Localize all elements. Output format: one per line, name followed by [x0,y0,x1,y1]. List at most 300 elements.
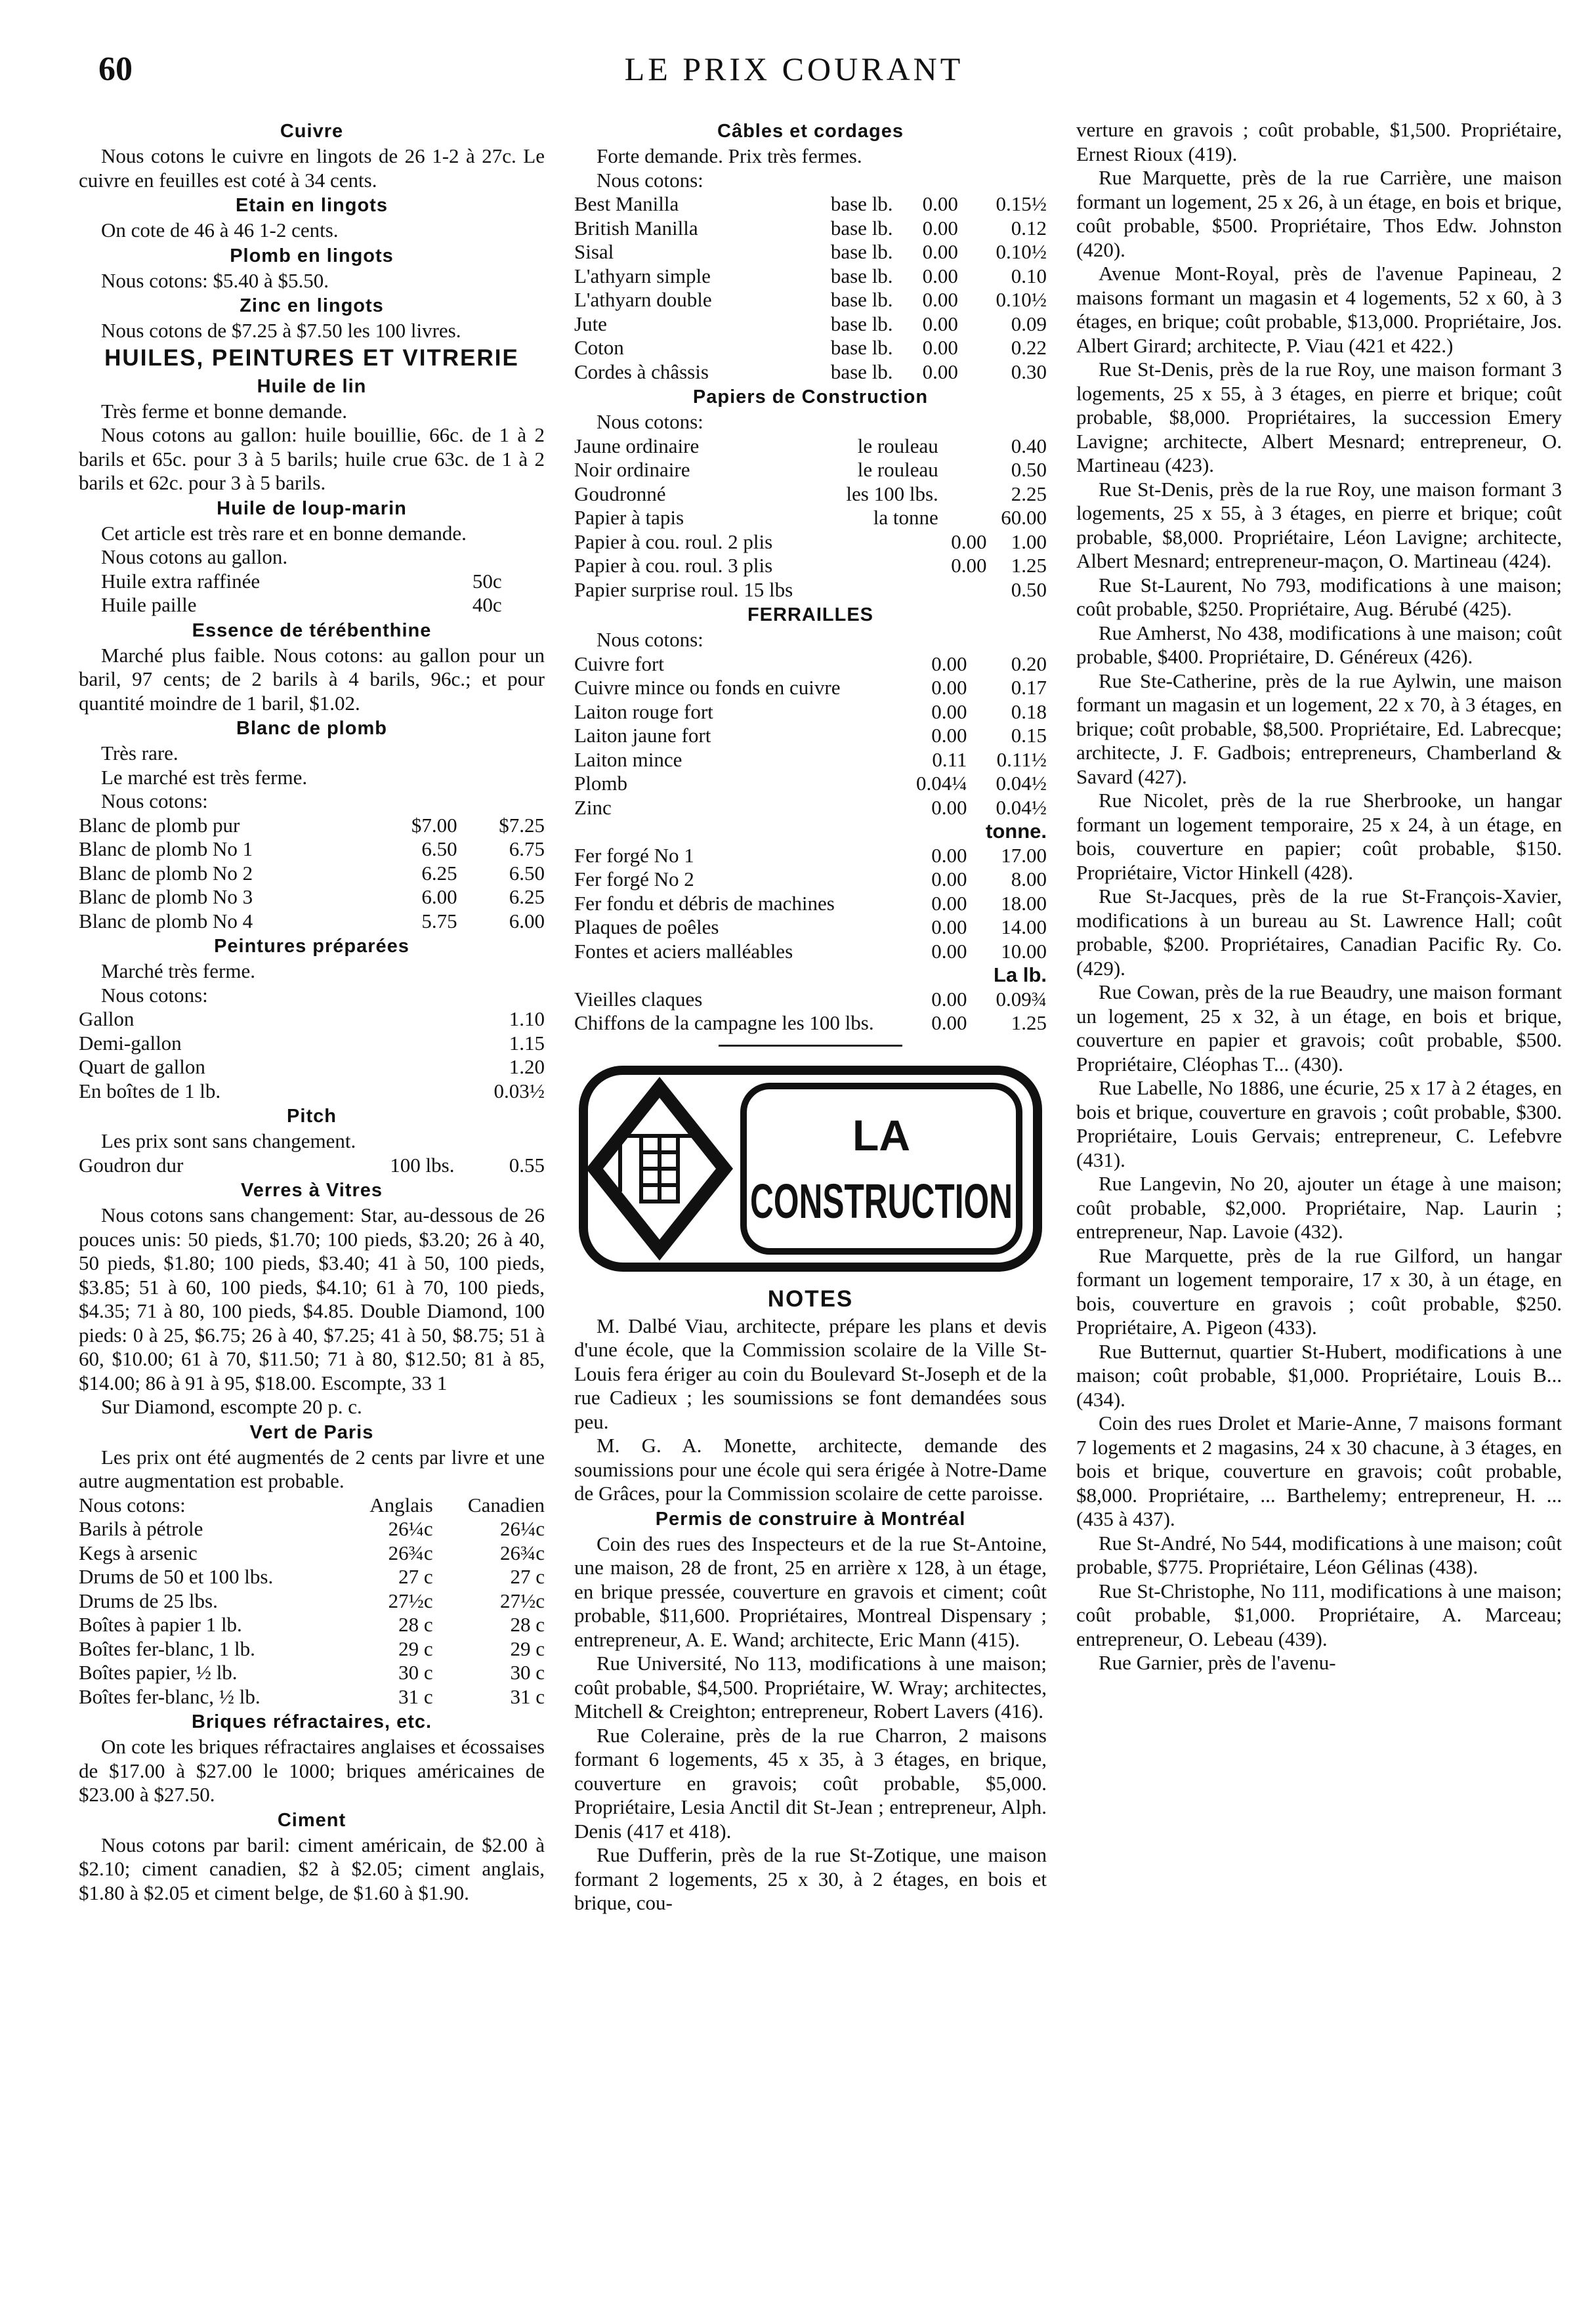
price-high: 18.00 [1001,891,1047,915]
la-construction-logo [581,1057,1040,1280]
price-high: 0.50 [1011,577,1047,601]
price-high: 0.30 [1011,360,1047,383]
price-canadien: 26¼c [499,1517,545,1540]
item-label: Goudron dur [79,1153,184,1177]
table-row [574,652,1047,677]
price-low: 6.25 [421,861,457,885]
item-label: Jute [574,312,607,335]
table-row [574,264,1047,289]
paragraph-blanc-plomb-1: Très rare. [101,742,178,764]
table-row [79,1613,545,1637]
price-high: 0.09¾ [996,987,1047,1011]
item-label: L'athyarn simple [574,264,711,287]
section-title-pitch: Pitch [287,1106,337,1127]
price-low: $7.00 [411,813,457,837]
table-row [79,1541,545,1566]
paragraph-notes-2: M. G. A. Monette, architecte, demande des soumissions pour une école qui sera érigée à Notre-Dame de Grâces, pour la Commission scolaire de cette paroisse. [574,1434,1047,1505]
price-low: 0.00 [931,987,967,1011]
section-title-zinc: Zinc en lingots [240,295,384,316]
price-low: 0.00 [931,795,967,819]
item-unit: base lb. [830,240,893,263]
column-header: Nous cotons: [79,1493,186,1516]
paragraph-peintures-1: Marché très ferme. [101,959,255,982]
table-row [79,1637,545,1662]
item-label: Vieilles claques [574,987,703,1011]
price-canadien: 27 c [510,1565,545,1588]
price-high: 0.18 [1011,700,1047,723]
paragraph-permit: Rue Langevin, No 20, ajouter un étage à une maison; coût probable, $2,000. Propriétaire, Nap. Laurin ; entrepreneur, Nap. Lavoie (432). [1076,1172,1562,1243]
table-row [79,1685,545,1709]
price-low: 0.00 [931,939,967,963]
item-label: Zinc [574,795,612,819]
price-canadien: 27½c [499,1589,545,1612]
price-canadien: 26¾c [499,1541,545,1564]
section-title-etain: Etain en lingots [236,195,388,216]
price-low: 0.00 [922,192,958,215]
paragraph-permit: Rue Labelle, No 1886, une écurie, 25 x 17 à 2 étages, en bois et brique, couverture en gravois ; coût probable, $300. Propriétaire, Louis Gervais; entrepreneur, C. Lefebvre (431). [1076,1076,1562,1171]
price-low: 0.00 [931,652,967,675]
price-low: 0.00 [931,843,967,867]
section-title-cuivre: Cuivre [280,121,344,142]
price-low: 6.00 [421,885,457,908]
table-row [574,434,1047,459]
page-title: LE PRIX COURANT [624,51,964,87]
price-table-blanc-plomb [79,814,545,934]
paragraph-cables-2: Nous cotons: [597,168,704,192]
item-label: Laiton mince [574,747,682,771]
item-unit: le rouleau [857,434,938,457]
price-high: 0.04½ [996,772,1047,795]
item-label: Blanc de plomb No 2 [79,861,253,885]
item-unit: base lb. [830,288,893,311]
item-label: Blanc de plomb No 1 [79,837,253,860]
paragraph-briques: On cote les briques réfractaires anglaises et écossaises de $17.00 à $27.00 le 1000; briques américaines de $23.00 à $27.50. [79,1735,545,1806]
page-number: 60 [98,51,133,88]
price-high: 2.25 [1011,482,1047,505]
table-row [79,910,545,934]
item-label: Drums de 50 et 100 lbs. [79,1565,274,1588]
price-low: 6.50 [421,837,457,860]
price-table-papiers [574,434,1047,602]
paragraph-huile-loup-1: Cet article est très rare et en bonne demande. [101,521,467,545]
item-label: Fontes et aciers malléables [574,939,793,963]
price-anglais: 30 c [398,1661,433,1684]
item-label: Jaune ordinaire [574,434,700,457]
item-label: Boîtes fer-blanc, ½ lb. [79,1684,261,1708]
table-row [574,988,1047,1012]
item-unit: la tonne [873,506,938,529]
table-row [574,796,1047,820]
paragraph-permit: Rue Marquette, près de la rue Gilford, un hangar formant un logement temporaire, 17 x 30, à un étage, en bois, couverture en gravois ; coût probable, $250. Propriétaire, A. Pigeon (433). [1076,1244,1562,1339]
paragraph-cables-1: Forte demande. Prix très fermes. [597,144,862,167]
price-high: 0.11½ [996,747,1047,771]
table-row [79,1154,545,1178]
table-row [574,192,1047,217]
price-low: 0.00 [922,240,958,263]
item-label: Fer fondu et débris de machines [574,891,835,915]
item-unit: base lb. [830,336,893,359]
price-table-peintures [79,1007,545,1103]
paragraph-huile-lin-1: Très ferme et bonne demande. [101,399,348,423]
price-low: 0.00 [951,554,987,577]
table-row [574,578,1047,602]
price-anglais: 27 c [398,1565,433,1588]
table-row [574,240,1047,264]
price-high: 0.10½ [996,240,1047,263]
column-1 [79,118,545,1905]
paragraph-papiers: Nous cotons: [597,410,704,433]
paragraph-verres-2: Sur Diamond, escompte 20 p. c. [101,1395,362,1418]
item-label: Blanc de plomb No 4 [79,909,253,932]
price-high: 0.15 [1011,724,1047,747]
paragraph-huile-lin-2: Nous cotons au gallon: huile bouillie, 66c. de 1 à 2 barils et 65c. pour 3 à 5 barils; huile crue 63c. de 1 à 2 barils et 62c. pour 3 à 5 barils. [79,423,545,494]
item-label: Cuivre mince ou fonds en cuivre [574,676,841,699]
main-heading-huiles: HUILES, PEINTURES ET VITRERIE [104,345,519,371]
price-low: 0.00 [922,360,958,383]
price-low: 0.00 [922,288,958,311]
item-label: Drums de 25 lbs. [79,1589,218,1612]
item-price: 1.15 [509,1031,545,1055]
paragraph-permit: Rue Cowan, près de la rue Beaudry, une maison formant un logement, 25 x 32, à un étage, en bois et brique, couverture en papier et gravois; coût probable, $500. Propriétaire, Cléophas T... (430). [1076,980,1562,1076]
table-row [574,772,1047,796]
paragraph-permis-3: Rue Coleraine, près de la rue Charron, 2 maisons formant 6 logements, 45 x 35, à 3 étages, en brique, couverture en gravois; coût probable, $5,000. Propriétaire, Lesia Anctil dit St-Jean ; entrepreneur, Alph. Denis (417 et 418). [574,1723,1047,1843]
table-row [101,570,502,594]
table-row [574,217,1047,241]
table-row [79,1055,545,1079]
section-title-huile-lin: Huile de lin [257,375,367,397]
item-label: Blanc de plomb pur [79,813,240,837]
table-row [574,844,1047,868]
section-title-verres: Verres à Vitres [240,1180,383,1201]
paragraph-permis-2: Rue Université, No 113, modifications à une maison; coût probable, $4,500. Propriétaire, W. Wray; architectes, Mitchell & Creighton; entrepreneur, Robert Lavers (416). [574,1652,1047,1723]
paragraph-permit: Rue St-Christophe, No 111, modifications à une maison; coût probable, $1,000. Propriétaire, A. Marceau; entrepreneur, O. Lebeau (439). [1076,1579,1562,1650]
price-low: 0.11 [932,747,967,771]
price-low [938,578,987,602]
price-low: 0.00 [931,868,967,890]
price-high: 6.00 [509,909,545,932]
price-high: 6.50 [509,861,545,885]
logo-text-la: LA [852,1110,910,1160]
table-row [79,814,545,838]
section-title-blanc-plomb: Blanc de plomb [236,718,387,739]
item-unit: le rouleau [857,458,938,481]
item-label: Blanc de plomb No 3 [79,885,253,908]
price-canadien: 31 c [510,1684,545,1708]
table-row [574,506,1047,530]
table-row [574,312,1047,337]
paragraph-ferrailles: Nous cotons: [597,628,704,651]
item-unit: base lb. [830,264,893,287]
section-title-peintures: Peintures préparées [214,936,410,957]
item-label: Huile paille [101,593,197,616]
item-label: Cordes à châssis [574,360,709,383]
paragraph-permit-continued: verture en gravois ; coût probable, $1,500. Propriétaire, Ernest Rioux (419). [1076,118,1562,165]
item-label: Laiton rouge fort [574,700,713,723]
price-high: 0.12 [1011,216,1047,240]
section-title-papiers: Papiers de Construction [692,387,929,408]
section-title-vert-paris: Vert de Paris [249,1421,374,1443]
table-row [574,288,1047,312]
paragraph-blanc-plomb-2: Le marché est très ferme. [101,765,308,789]
table-row [574,868,1047,892]
item-label: Papier à tapis [574,506,684,529]
table-row [574,336,1047,360]
table-row [574,554,1047,578]
table-row [79,1517,545,1541]
table-row [79,1661,545,1685]
paragraph-permit: Coin des rues Drolet et Marie-Anne, 7 maisons formant 7 logements et 2 magasins, 24 x 30 chacune, à 3 étages, en bois et brique, couverture en gravois; coût probable, $8,000. Propriétaire, ... Barthelemy; entrepreneur, H. ... (435 à 437). [1076,1411,1562,1530]
item-label: Best Manilla [574,192,679,215]
price-high: 1.00 [1011,530,1047,553]
paragraph-permit: Rue Amherst, No 438, modifications à une maison; coût probable, $400. Propriétaire, D. Généreux (426). [1076,621,1562,668]
item-label: Gallon [79,1007,135,1030]
price-low: 0.00 [922,336,958,359]
table-row [79,1007,545,1032]
price-high: 10.00 [1001,939,1047,963]
table-header-row [79,1494,545,1518]
table-row [574,724,1047,748]
table-row [79,837,545,862]
divider [719,1045,902,1047]
unit-label-lb: La lb. [994,963,1047,986]
item-label: En boîtes de 1 lb. [79,1079,221,1102]
price-table-huile-loup [101,570,502,617]
price-high: 14.00 [1001,915,1047,938]
item-label: Boîtes à papier 1 lb. [79,1613,242,1636]
item-price: 50c [472,569,502,593]
item-label: Sisal [574,240,614,263]
paragraph-notes-1: M. Dalbé Viau, architecte, prépare les plans et devis d'une école, que la Commission scolaire de la Ville St-Louis fera ériger au coin du Boulevard St-Joseph et de la rue Cadieux ; les soumissions se font demandées sous peu. [574,1314,1047,1433]
paragraph-cuivre: Nous cotons le cuivre en lingots de 26 1-2 à 27c. Le cuivre en feuilles est coté à 34 cents. [79,144,545,192]
item-price: 1.10 [509,1007,545,1030]
paragraph-huile-loup-2: Nous cotons au gallon. [101,545,288,568]
price-table-cables [574,192,1047,384]
price-table-pitch [79,1154,545,1178]
price-low: 5.75 [421,909,457,932]
item-unit [825,554,938,578]
price-high: 0.09 [1011,312,1047,335]
section-title-briques: Briques réfractaires, etc. [191,1711,432,1732]
table-row [574,458,1047,482]
item-unit: base lb. [830,192,893,215]
price-low: 0.00 [922,264,958,287]
price-low: 0.00 [931,1011,967,1034]
price-table-vert-paris [79,1494,545,1709]
paragraph-permit: Rue Garnier, près de l'avenu- [1099,1651,1336,1674]
paragraph-permit: Rue St-Jacques, près de la rue St-François-Xavier, modifications à un bureau au St. Lawrence Hall; coût probable, $200. Propriétaires, Canadian Pacific Ry. Co. (429). [1076,885,1562,980]
paragraph-vert-paris: Les prix ont été augmentés de 2 cents par livre et une autre augmentation est probable. [79,1445,545,1492]
price-low: 0.00 [922,312,958,335]
paragraph-verres-1: Nous cotons sans changement: Star, au-dessous de 26 pouces unis: 50 pieds, $1.70; 100 pieds, $3.20; 26 à 40, 50 pieds, $1.80; 100 pieds, $3.40; 41 à 50, 100 pieds, $3.85; 51 à 60, 100 pieds, $4.10; 61 à 70, 100 pieds, $4.35; 71 à 80, 100 pieds, $4.85. Double Diamond, 100 pieds: 0 à 25, $6.75; 26 à 40, $7.25; 41 à 50, $8.75; 51 à 60, $10.00; 61 à 70, $11.50; 71 à 80, $12.50; 81 à 85, $14.00; 86 à 91 à 95, $18.00. Escompte, 33 1 [79,1203,545,1394]
price-high: 0.22 [1011,336,1047,359]
price-canadien: 28 c [510,1613,545,1636]
price-high: 0.20 [1011,652,1047,675]
price-high: 6.75 [509,837,545,860]
item-label: Plomb [574,772,627,795]
price-high: 6.25 [509,885,545,908]
price-canadien: 29 c [510,1637,545,1660]
price-high: 1.25 [1011,554,1047,577]
item-label: Goudronné [574,482,666,505]
paragraph-permit: Rue St-André, No 544, modifications à une maison; coût probable, $775. Propriétaire, Léon Gélinas (438). [1076,1531,1562,1578]
price-low: 0.00 [931,700,967,723]
table-row [79,862,545,886]
price-high: 0.50 [1011,458,1047,481]
item-label: Plaques de poêles [574,915,719,938]
item-label: Demi-gallon [79,1031,182,1055]
item-unit: 100 lbs. [390,1153,455,1177]
unit-label-tonne: tonne. [986,820,1047,843]
price-low [938,458,987,482]
price-high: 8.00 [1011,868,1047,890]
paragraph-ciment: Nous cotons par baril: ciment américain, de $2.00 à $2.10; ciment canadien, $2 à $2.05; ciment anglais, $1.80 à $2.05 et ciment belge, de $1.60 à $1.90. [79,1833,545,1904]
price-high: 17.00 [1001,843,1047,867]
item-label: Fer forgé No 2 [574,868,694,890]
table-row [574,482,1047,507]
price-anglais: 29 c [398,1637,433,1660]
item-unit: base lb. [830,312,893,335]
paragraph-blanc-plomb-3: Nous cotons: [101,789,208,812]
price-anglais: 26¾c [388,1541,433,1564]
price-low [938,482,987,507]
table-row [79,1589,545,1614]
price-high: $7.25 [499,813,545,837]
paragraph-permit: Avenue Mont-Royal, près de l'avenue Papineau, 2 maisons formant un magasin et 4 logements, 52 x 60, à 3 étages, en brique; coût probable, $13,000. Propriétaire, Jos. Albert Girard; architecte, P. Viau (421 et 422.) [1076,262,1562,357]
price-high: 0.40 [1011,434,1047,457]
section-title-cables: Câbles et cordages [717,121,904,142]
paragraph-permit: Rue Ste-Catherine, près de la rue Aylwin, une maison formant un magasin et un logement, 22 x 70, à 3 étages, en brique; coût probable, $8,500. Propriétaire, Ed. Labrecque; architecte, J. F. Gadbois; entrepreneurs, Chamberland & Savard (427). [1076,669,1562,788]
section-title-terebenthine: Essence de térébenthine [192,619,432,641]
item-label: Huile extra raffinée [101,569,261,593]
table-row [101,593,502,617]
paragraph-permit: Rue St-Denis, près de la rue Roy, une maison formant 3 logements, 25 x 55, à 3 étages, en pierre et brique; coût probable, $8,000. Propriétaire, Léon Lavigne; architecte, Albert Mesnard; entrepreneur-maçon, O. Martineau (424). [1076,477,1562,572]
price-anglais: 31 c [398,1684,433,1708]
table-row [574,748,1047,772]
paragraph-etain: On cote de 46 à 46 1-2 cents. [101,219,339,241]
section-title-ciment: Ciment [277,1809,346,1831]
table-row [574,700,1047,724]
paragraph-zinc: Nous cotons de $7.25 à $7.50 les 100 livres. [101,319,461,342]
price-low: 0.00 [931,891,967,915]
paragraph-permit: Rue St-Denis, près de la rue Roy, une maison formant 3 logements, 25 x 55, à 3 étages, en pierre et brique; coût probable, $8,000. Propriétaires, la succession Emery Lavigne; architecte, Albert Mesnard; entrepreneur, O. Martineau (423). [1076,358,1562,476]
item-label: Papier à cou. roul. 3 plis [574,554,773,577]
item-label: Chiffons de la campagne les 100 lbs. [574,1011,874,1034]
table-row [574,915,1047,940]
item-price: 40c [472,593,502,616]
item-unit [825,530,938,554]
item-label: Quart de gallon [79,1055,205,1078]
price-anglais: 26¼c [388,1517,433,1540]
logo-text-construction: CONSTRUCTION [750,1173,1013,1228]
paragraph-permit: Rue Nicolet, près de la rue Sherbrooke, un hangar formant un logement temporaire, 25 x 24, à un étage, en bois, couverture en papier; coût probable, $150. Propriétaire, Victor Hinkell (428). [1076,789,1562,884]
item-label: Laiton jaune fort [574,724,711,747]
table-row [79,885,545,910]
item-label: Boîtes papier, ½ lb. [79,1661,238,1684]
paragraph-permit: Rue Marquette, près de la rue Carrière, une maison formant un logement, 25 x 26, à un étage, en bois et brique, coût probable, $500. Propriétaire, Thos Edw. Johnston (420). [1076,166,1562,261]
paragraph-peintures-2: Nous cotons: [101,983,208,1007]
main-heading-notes: NOTES [767,1286,854,1312]
table-row [79,1079,545,1104]
item-label: Fer forgé No 1 [574,843,694,867]
column-header: Canadien [467,1493,545,1516]
unit-row [574,963,1047,988]
price-high: 60.00 [1001,506,1047,529]
price-high: 0.17 [1011,676,1047,699]
section-title-plomb: Plomb en lingots [230,245,394,266]
table-row [574,940,1047,964]
table-row [79,1032,545,1056]
price-low: 0.00 [951,530,987,553]
price-anglais: 28 c [398,1613,433,1636]
column-3 [1076,118,1562,1675]
item-label: Coton [574,336,624,359]
item-label: Papier surprise roul. 15 lbs [574,577,793,601]
table-row [574,360,1047,385]
price-table-ferrailles [574,652,1047,1035]
price-low: 0.04¼ [916,772,967,795]
table-row [574,530,1047,554]
paragraph-terebenthine: Marché plus faible. Nous cotons: au gallon pour un baril, 97 cents; de 2 barils à 4 barils, 96c.; et pour quantité moindre de 1 baril, $1.02. [79,643,545,715]
price-low [938,506,987,530]
paragraph-permit: Rue Butternut, quartier St-Hubert, modifications à une maison; coût probable, $1,000. Propriétaire, Louis B... (434). [1076,1339,1562,1411]
table-row [79,1565,545,1589]
section-title-huile-loup: Huile de loup-marin [217,497,407,519]
item-unit [825,578,938,602]
item-label: Cuivre fort [574,652,664,675]
unit-row [574,820,1047,844]
price-high: 0.10 [1011,264,1047,287]
item-unit: les 100 lbs. [846,482,938,505]
item-unit: base lb. [830,216,893,240]
price-high: 1.25 [1011,1011,1047,1034]
item-price: 0.55 [509,1153,545,1177]
price-high: 0.04½ [996,795,1047,819]
paragraph-permis-1: Coin des rues des Inspecteurs et de la rue St-Antoine, une maison, 28 de front, 25 en arrière x 128, à un étage, en brique pressée, couverture en gravois et ciment; coût probable, $11,600. Propriétaires, Montreal Dispensary ; entrepreneur, A. E. Wand; architecte, Eric Mann (415). [574,1532,1047,1651]
section-title-ferrailles: FERRAILLES [747,604,874,625]
item-label: British Manilla [574,216,698,240]
item-unit: base lb. [830,360,893,383]
paragraph-permit: Rue St-Laurent, No 793, modifications à une maison; coût probable, $250. Propriétaire, Aug. Bérubé (425). [1076,573,1562,620]
paragraph-pitch: Les prix sont sans changement. [101,1129,356,1152]
price-low [938,434,987,459]
column-2 [574,118,1047,1915]
price-anglais: 27½c [388,1589,433,1612]
table-row [574,676,1047,700]
table-row [574,892,1047,916]
item-label: Papier à cou. roul. 2 plis [574,530,773,553]
price-canadien: 30 c [510,1661,545,1684]
item-price: 0.03½ [494,1079,545,1102]
item-label: Kegs à arsenic [79,1541,198,1564]
page-header [85,38,1503,97]
price-high: 0.10½ [996,288,1047,311]
paragraph-permis-4: Rue Dufferin, près de la rue St-Zotique, une maison formant 2 logements, 25 x 30, à 2 étages, en bois et brique, cou- [574,1843,1047,1914]
item-label: L'athyarn double [574,288,712,311]
item-label: Barils à pétrole [79,1517,203,1540]
paragraph-plomb: Nous cotons: $5.40 à $5.50. [101,268,329,292]
item-label: Boîtes fer-blanc, 1 lb. [79,1637,255,1660]
item-label: Noir ordinaire [574,458,690,481]
price-low: 0.00 [931,915,967,938]
price-high: 0.15½ [996,192,1047,215]
price-low: 0.00 [931,724,967,747]
price-low: 0.00 [931,676,967,699]
price-low: 0.00 [922,216,958,240]
column-header: Anglais [369,1493,433,1516]
section-title-permis: Permis de construire à Montréal [655,1508,966,1530]
item-price: 1.20 [509,1055,545,1078]
table-row [574,1011,1047,1035]
